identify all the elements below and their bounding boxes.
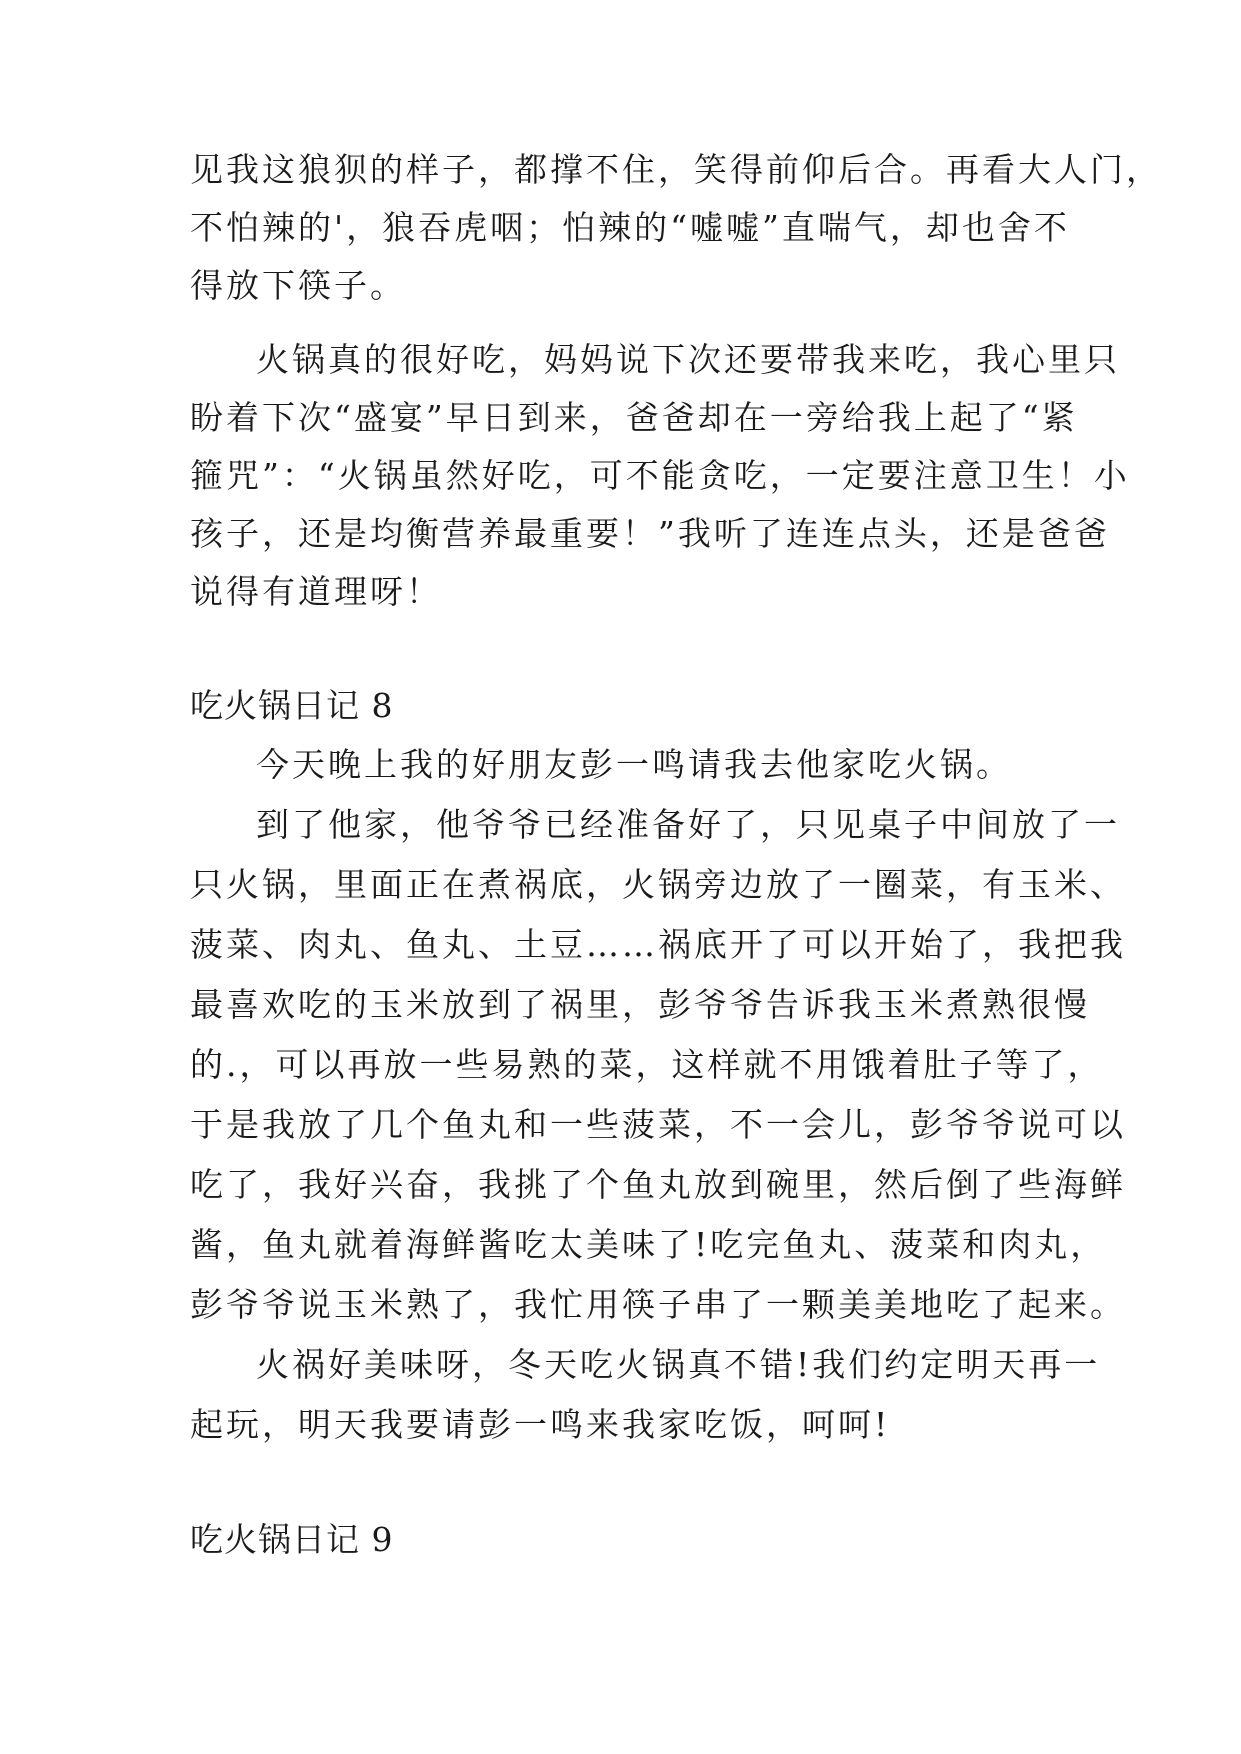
paragraph-line: 今天晚上我的好朋友彭一鸣请我去他家吃火锅。 [256, 745, 1012, 784]
section-heading: 吃火锅日记 9 [190, 1520, 394, 1559]
paragraph-line: 菠菜、肉丸、鱼丸、土豆……祸底开了可以开始了，我把我 [190, 925, 1126, 964]
paragraph-line: 不怕辣的'，狼吞虎咽；怕辣的“嘘嘘”直喘气，却也舍不 [190, 208, 1070, 247]
paragraph-line: 吃了，我好兴奋，我挑了个鱼丸放到碗里，然后倒了些海鲜 [190, 1165, 1126, 1204]
paragraph-line: 于是我放了几个鱼丸和一些菠菜，不一会儿，彭爷爷说可以 [190, 1105, 1126, 1144]
paragraph-line: 酱，鱼丸就着海鲜酱吃太美味了!吃完鱼丸、菠菜和肉丸， [190, 1225, 1107, 1264]
paragraph-line: 火祸好美味呀，冬天吃火锅真不错!我们约定明天再一 [256, 1345, 1101, 1384]
paragraph-line: 盼着下次“盛宴”早日到来，爸爸却在一旁给我上起了“紧 [190, 398, 1078, 437]
paragraph-line: 说得有道理呀！ [190, 572, 442, 611]
paragraph-line: 最喜欢吃的玉米放到了祸里，彭爷爷告诉我玉米煮熟很慢 [190, 985, 1090, 1024]
paragraph-line: 火锅真的很好吃，妈妈说下次还要带我来吃，我心里只 [256, 340, 1120, 379]
paragraph-line: 到了他家，他爷爷已经准备好了，只见桌子中间放了一 [256, 805, 1120, 844]
paragraph-line: 箍咒”：“火锅虽然好吃，可不能贪吃，一定要注意卫生！小 [190, 456, 1130, 495]
section-heading: 吃火锅日记 8 [190, 686, 394, 725]
paragraph-line: 起玩，明天我要请彭一鸣来我家吃饭，呵呵! [190, 1405, 891, 1444]
paragraph-line: 只火锅，里面正在煮祸底，火锅旁边放了一圈菜，有玉米、 [190, 865, 1126, 904]
paragraph-line: 见我这狼狈的样子，都撑不住，笑得前仰后合。再看大人门， [190, 150, 1162, 189]
paragraph-line: 得放下筷子。 [190, 266, 406, 305]
paragraph-line: 孩子，还是均衡营养最重要！”我听了连连点头，还是爸爸 [190, 514, 1110, 553]
paragraph-line: 彭爷爷说玉米熟了，我忙用筷子串了一颗美美地吃了起来。 [190, 1285, 1126, 1324]
paragraph-line: 的.，可以再放一些易熟的菜，这样就不用饿着肚子等了， [190, 1045, 1104, 1084]
